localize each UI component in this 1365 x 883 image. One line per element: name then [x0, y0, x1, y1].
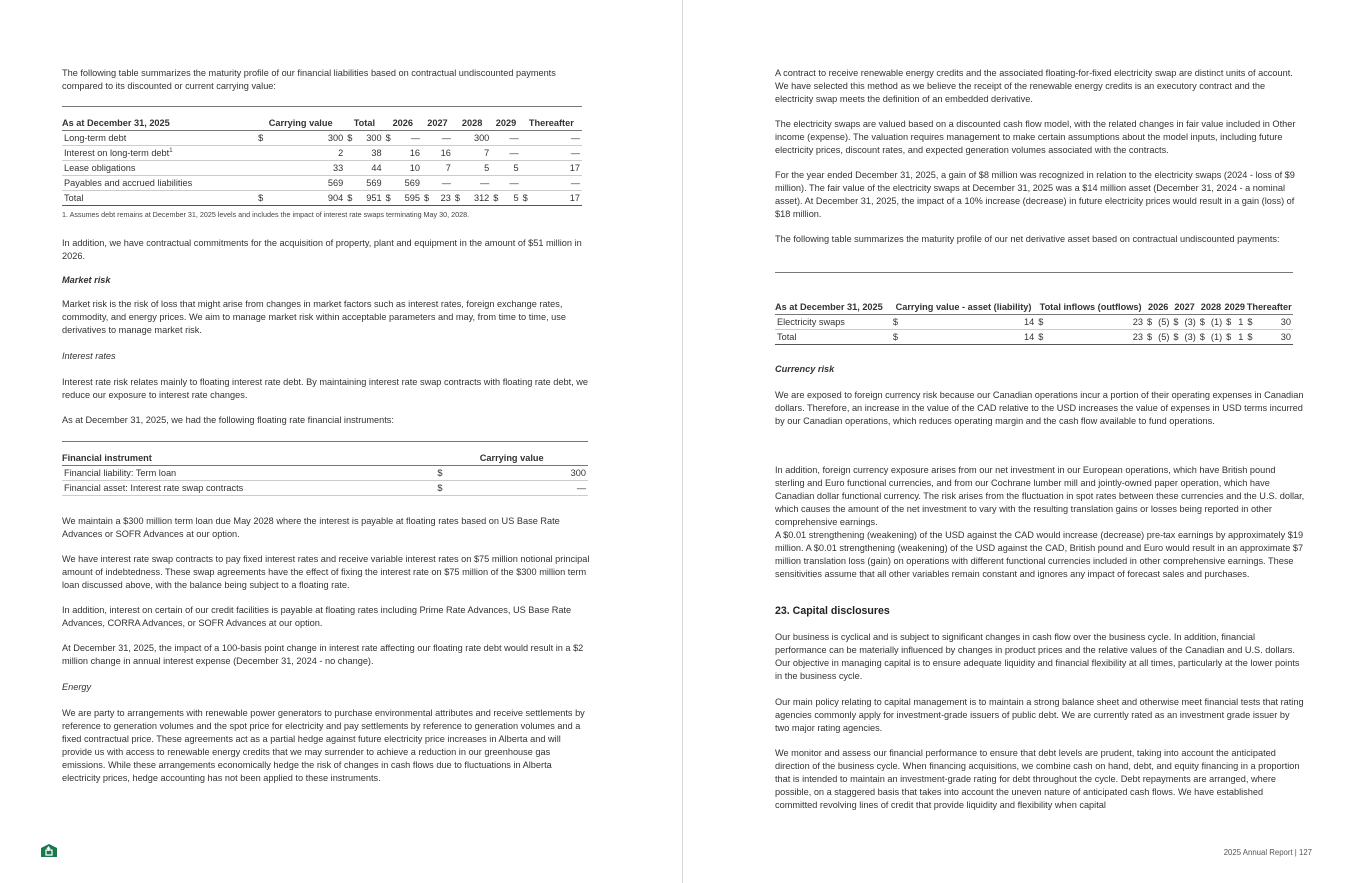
- row-label-text: Payables and accrued liabilities: [64, 177, 193, 188]
- cell-value: 17: [531, 161, 582, 176]
- cell-value: 1: [1234, 315, 1245, 330]
- currency-symbol: $: [1145, 330, 1155, 345]
- cell-value: 23: [1046, 330, 1145, 345]
- currency-symbol: $: [1036, 330, 1046, 345]
- column-header: 2027: [427, 118, 448, 128]
- column-header: 2029: [1224, 302, 1245, 312]
- cell-value: 10: [394, 161, 422, 176]
- cell-value: —: [463, 176, 491, 191]
- cell-value: —: [531, 146, 582, 161]
- cell-value: 904: [266, 191, 345, 206]
- currency-symbol: $: [422, 191, 432, 206]
- table-row: [62, 466, 588, 481]
- row-label-text: Total: [64, 192, 84, 203]
- liabilities-maturity-table: [62, 106, 582, 222]
- row-label-text: Total: [777, 331, 797, 342]
- currency-symbol: $: [491, 191, 501, 206]
- currency-symbol: $: [256, 131, 266, 146]
- header-row: [62, 442, 588, 466]
- row-label-text: Electricity swaps: [777, 316, 845, 327]
- paragraph: For the year ended December 31, 2025, a gain of $8 million was recognized in relation to the electricity swaps (2024 - loss of $9 million). The fair value of the electricity swaps at December 31, 2025 was a $14 million asset (December 31, 2024 - a nominal asset). At December 31, 2025, the impact of a 10% increase (decrease) in future electricity prices would result in a gain (loss) of $18 million.: [775, 170, 1295, 219]
- total-row: [775, 330, 1293, 345]
- column-header: Carrying value - asset (liability): [895, 302, 1032, 312]
- paragraph: We have interest rate swap contracts to pay fixed interest rates and receive variable interest rates on $75 million notional principal amount of indebtedness. These swap agreements have the effect of fixing the interest rate on $75 million of the $300 million term loan discussed above, with the balance being subject to a floating rate.: [62, 554, 590, 590]
- paragraph: A $0.01 strengthening (weakening) of the USD against the CAD would increase (decrease) pre-tax earnings by approximately $19 million. A $0.01 strengthening (weakening) of the USD against the CAD, British pound and Euro would result in an approximate $7 million translation loss (gain) on operations with different functional currencies included in other comprehensive earnings. These sensitivities assume that all other variables remain constant and ignores any impact of forecast sales and purchases.: [775, 530, 1304, 579]
- column-header: 2028: [461, 118, 483, 128]
- cell-value: 5: [463, 161, 491, 176]
- cell-value: 17: [531, 191, 582, 206]
- cell-value: (5): [1155, 330, 1171, 345]
- row-label-text: Interest on long-term debt: [64, 147, 170, 158]
- paragraph: As at December 31, 2025, we had the following floating rate financial instruments:: [62, 415, 394, 425]
- currency-symbol: [453, 161, 463, 176]
- cell-value: (1): [1208, 315, 1224, 330]
- table-header: [775, 273, 1293, 315]
- column-header: Total: [353, 118, 376, 128]
- currency-symbol: [453, 131, 463, 146]
- cell-value: 5: [501, 191, 520, 206]
- paragraph: A contract to receive renewable energy credits and the associated floating-for-fixed electricity swap are distinct units of account. We have selected this method as we believe the receipt of the renewable energy credits is an executory contract and the electricity swap meets the definition of an embedded derivative.: [775, 68, 1293, 104]
- row-label: [62, 161, 256, 176]
- column-header: Thereafter: [528, 118, 574, 128]
- cell-value: 23: [432, 191, 453, 206]
- cell-value: 951: [355, 191, 383, 206]
- currency-symbol: [256, 146, 266, 161]
- currency-symbol: $: [1245, 315, 1255, 330]
- header-row: [775, 273, 1293, 315]
- currency-symbol: [491, 131, 501, 146]
- cell-value: —: [445, 481, 588, 496]
- row-label: [62, 176, 256, 191]
- currency-symbol: [345, 176, 355, 191]
- cell-value: —: [501, 176, 520, 191]
- table-body: [62, 466, 588, 496]
- cell-value: 30: [1255, 330, 1293, 345]
- cell-value: 14: [901, 330, 1036, 345]
- paragraph: The following table summarizes the maturity profile of our net derivative asset based on contractual undiscounted payments:: [775, 234, 1280, 244]
- cell-value: 7: [463, 146, 491, 161]
- column-header: Thereafter: [1246, 302, 1292, 312]
- currency-symbol: $: [1224, 330, 1234, 345]
- paragraph: At December 31, 2025, the impact of a 100-basis point change in interest rate affecting our floating rate debt would result in a $2 million change in annual interest expense (December 31, 2024 - no change).: [62, 643, 584, 666]
- currency-symbol: [521, 131, 531, 146]
- row-label: [62, 191, 256, 206]
- row-label: [62, 131, 256, 146]
- currency-symbol: [521, 161, 531, 176]
- currency-symbol: $: [1198, 330, 1208, 345]
- cell-value: 30: [1255, 315, 1293, 330]
- currency-symbol: [491, 146, 501, 161]
- currency-symbol: $: [435, 481, 445, 496]
- currency-symbol: $: [891, 315, 901, 330]
- paragraph: We monitor and assess our financial performance to ensure that debt levels are prudent, taking into account the anticipated direction of the business cycle. When financing acquisitions, we combine cash on hand, debt, and equity financing in a proportion that is intended to maintain an investment-grade rating for debt throughout the cycle. Debt repayments are arranged, where possible, on a staggered basis that takes into account the uneven nature of anticipated cash flows. We have established committed revolving lines of credit that provide liquidity and flexibility when capital: [775, 748, 1300, 810]
- currency-symbol: [491, 176, 501, 191]
- cell-value: 23: [1046, 315, 1145, 330]
- heading-energy: Energy: [62, 682, 92, 692]
- table-row: [62, 481, 588, 496]
- cell-value: 300: [445, 466, 588, 481]
- column-header: 2026: [392, 118, 414, 128]
- cell-value: (3): [1181, 330, 1197, 345]
- cell-value: 16: [432, 146, 453, 161]
- cell-value: 595: [394, 191, 422, 206]
- cell-value: —: [501, 146, 520, 161]
- cell-value: 5: [501, 161, 520, 176]
- column-header: Carrying value: [479, 453, 544, 463]
- table-body: [775, 315, 1293, 345]
- currency-symbol: [345, 146, 355, 161]
- cell-value: —: [501, 131, 520, 146]
- currency-symbol: [453, 176, 463, 191]
- currency-symbol: [422, 161, 432, 176]
- cell-value: (5): [1155, 315, 1171, 330]
- currency-symbol: $: [1224, 315, 1234, 330]
- currency-symbol: $: [384, 131, 394, 146]
- paragraph: The following table summarizes the maturity profile of our financial liabilities based on contractual undiscounted payments compared to its discounted or current carrying value:: [62, 68, 556, 91]
- floating-rate-instruments-table: [62, 441, 588, 496]
- total-row: [62, 191, 582, 206]
- table-header: [62, 442, 588, 466]
- table-row: [775, 315, 1293, 330]
- paragraph: Market risk is the risk of loss that might arise from changes in market factors such as interest rates, foreign exchange rates, commodity, and energy prices. We aim to manage market risk within acceptable parameters and may, from time to time, use derivatives to manage market risk.: [62, 299, 566, 335]
- heading-currency-risk: Currency risk: [775, 364, 835, 374]
- cell-value: (3): [1181, 315, 1197, 330]
- paragraph: Our main policy relating to capital management is to maintain a strong balance sheet and otherwise meet financial tests that rating agencies commonly apply for investment-grade issuers of public debt. We are currently rated as an investment grade issuer by two major rating agencies.: [775, 697, 1304, 733]
- cell-value: 569: [394, 176, 422, 191]
- cell-value: (1): [1208, 330, 1224, 345]
- cell-value: 312: [463, 191, 491, 206]
- currency-symbol: [521, 176, 531, 191]
- table-row: [62, 176, 582, 191]
- currency-symbol: $: [256, 191, 266, 206]
- row-label-text: Lease obligations: [64, 162, 136, 173]
- cell-value: —: [432, 176, 453, 191]
- column-header: 2029: [495, 118, 517, 128]
- currency-symbol: [491, 161, 501, 176]
- currency-symbol: $: [1245, 330, 1255, 345]
- cell-value: 7: [432, 161, 453, 176]
- header-row: [62, 107, 582, 131]
- column-header: As at December 31, 2025: [62, 118, 170, 128]
- column-header: As at December 31, 2025: [775, 302, 883, 312]
- currency-symbol: [256, 176, 266, 191]
- paragraph: Interest rate risk relates mainly to floating interest rate debt. By maintaining interest rate swap contracts with floating rate debt, we reduce our exposure to interest rate changes.: [62, 377, 588, 400]
- cell-value: —: [531, 131, 582, 146]
- cell-value: 33: [266, 161, 345, 176]
- currency-symbol: [422, 131, 432, 146]
- table-row: [62, 131, 582, 146]
- row-label: [775, 315, 891, 330]
- currency-symbol: [521, 146, 531, 161]
- currency-symbol: $: [345, 131, 355, 146]
- table-row: [62, 146, 582, 161]
- heading-capital-disclosures: 23. Capital disclosures: [775, 605, 890, 617]
- company-logo-icon: [40, 844, 58, 857]
- currency-symbol: [384, 176, 394, 191]
- cell-value: —: [432, 131, 453, 146]
- paragraph: Our business is cyclical and is subject to significant changes in cash flow over the business cycle. In addition, financial performance can be materially influenced by changes in product prices and the relative values of the Canadian and U.S. dollars. Our objective in managing capital is to ensure adequate liquidity and financial flexibility at all times, particularly at the lower points in the business cycle.: [775, 632, 1300, 681]
- cell-value: 300: [355, 131, 383, 146]
- table-row: [62, 161, 582, 176]
- table-body: [62, 131, 582, 206]
- currency-symbol: [453, 146, 463, 161]
- paragraph: We maintain a $300 million term loan due May 2028 where the interest is payable at floating rates based on US Base Rate Advances or SOFR Advances at our option.: [62, 516, 560, 539]
- cell-value: 300: [463, 131, 491, 146]
- currency-symbol: [256, 161, 266, 176]
- cell-value: 1: [1234, 330, 1245, 345]
- column-header: 2026: [1147, 302, 1169, 312]
- paragraph: We are party to arrangements with renewable power generators to purchase environmental attributes and receive settlements by reference to generation volumes and the spot price for electricity and pay settlements by reference to generation volumes and a fixed contractual price. These agreements act as a partial hedge against future electricity price increases in Alberta and will provide us with access to renewable energy credits that we may surrender to achieve a reduction in our greenhouse gas emissions. While these arrangements economically hedge the risk of changes in cash flows due to fluctuations in Alberta electricity prices, hedge accounting has not been applied to these instruments.: [62, 708, 585, 783]
- cell-value: —: [531, 176, 582, 191]
- currency-symbol: $: [384, 191, 394, 206]
- currency-symbol: [422, 146, 432, 161]
- cell-value: 44: [355, 161, 383, 176]
- currency-symbol: $: [1171, 330, 1181, 345]
- cell-value: —: [394, 131, 422, 146]
- column-header: 2027: [1174, 302, 1195, 312]
- paragraph: In addition, interest on certain of our credit facilities is payable at floating rates including Prime Rate Advances, US Base Rate Advances, CORRA Advances, or SOFR Advances at our option.: [62, 605, 572, 628]
- column-header: Total inflows (outflows): [1039, 302, 1142, 312]
- cell-value: 38: [355, 146, 383, 161]
- paragraph: In addition, we have contractual commitments for the acquisition of property, plant and equipment in the amount of $51 million in 2026.: [62, 238, 582, 261]
- cell-value: 16: [394, 146, 422, 161]
- derivative-maturity-table: [775, 272, 1293, 345]
- heading-interest-rates: Interest rates: [62, 351, 116, 361]
- cell-value: 14: [901, 315, 1036, 330]
- row-label-text: Long-term debt: [64, 132, 127, 143]
- currency-symbol: $: [1145, 315, 1155, 330]
- cell-value: 2: [266, 146, 345, 161]
- column-header: 2028: [1200, 302, 1222, 312]
- currency-symbol: $: [1171, 315, 1181, 330]
- currency-symbol: [345, 161, 355, 176]
- footnote-marker: 1: [169, 147, 173, 154]
- paragraph: The electricity swaps are valued based on a discounted cash flow model, with the related changes in fair value included in Other income (expense). The valuation requires management to make certain assumptions about the model inputs, including future electricity prices, discount rates, and expected generation volumes associated with the contracts.: [775, 119, 1296, 155]
- currency-symbol: [384, 161, 394, 176]
- currency-symbol: $: [521, 191, 531, 206]
- row-label: Financial liability: Term loan: [62, 466, 435, 481]
- heading-market-risk: Market risk: [62, 275, 111, 285]
- cell-value: 569: [355, 176, 383, 191]
- row-label: Financial asset: Interest rate swap contracts: [62, 481, 435, 496]
- cell-value: 300: [266, 131, 345, 146]
- currency-symbol: $: [453, 191, 463, 206]
- page-divider: [682, 0, 683, 883]
- currency-symbol: [422, 176, 432, 191]
- currency-symbol: $: [345, 191, 355, 206]
- column-header: Carrying value: [268, 118, 333, 128]
- currency-symbol: [384, 146, 394, 161]
- cell-value: 569: [266, 176, 345, 191]
- paragraph: We are exposed to foreign currency risk because our Canadian operations incur a portion of their operating expenses in Canadian dollars. Therefore, an increase in the value of the CAD relative to the USD increases the value of expenses in USD terms incurred by our Canadian operations, which reduces operating margin and the cash flow available to fund operations.: [775, 390, 1304, 426]
- page-footer: 2025 Annual Report | 127: [1223, 848, 1312, 857]
- table-header: [62, 107, 582, 131]
- row-label: [62, 146, 256, 161]
- paragraph: In addition, foreign currency exposure arises from our net investment in our European operations, which have British pound sterling and Euro functional currencies, and from our Cochrane lumber mill and jointly-owned paper operation, which have Canadian dollar functional currency. The risk arises from the fluctuation in spot rates between these currencies and the U.S. dollar, which causes the amount of the net investment to vary with the resulting translation gains or losses being reported in other comprehensive earnings.: [775, 465, 1305, 527]
- currency-symbol: $: [1198, 315, 1208, 330]
- row-label: [775, 330, 891, 345]
- column-header: Financial instrument: [62, 453, 152, 463]
- currency-symbol: $: [1036, 315, 1046, 330]
- footnote: 1. Assumes debt remains at December 31, 2025 levels and includes the impact of interest rate swaps terminating May 30, 2028.: [62, 210, 470, 219]
- currency-symbol: $: [435, 466, 445, 481]
- currency-symbol: $: [891, 330, 901, 345]
